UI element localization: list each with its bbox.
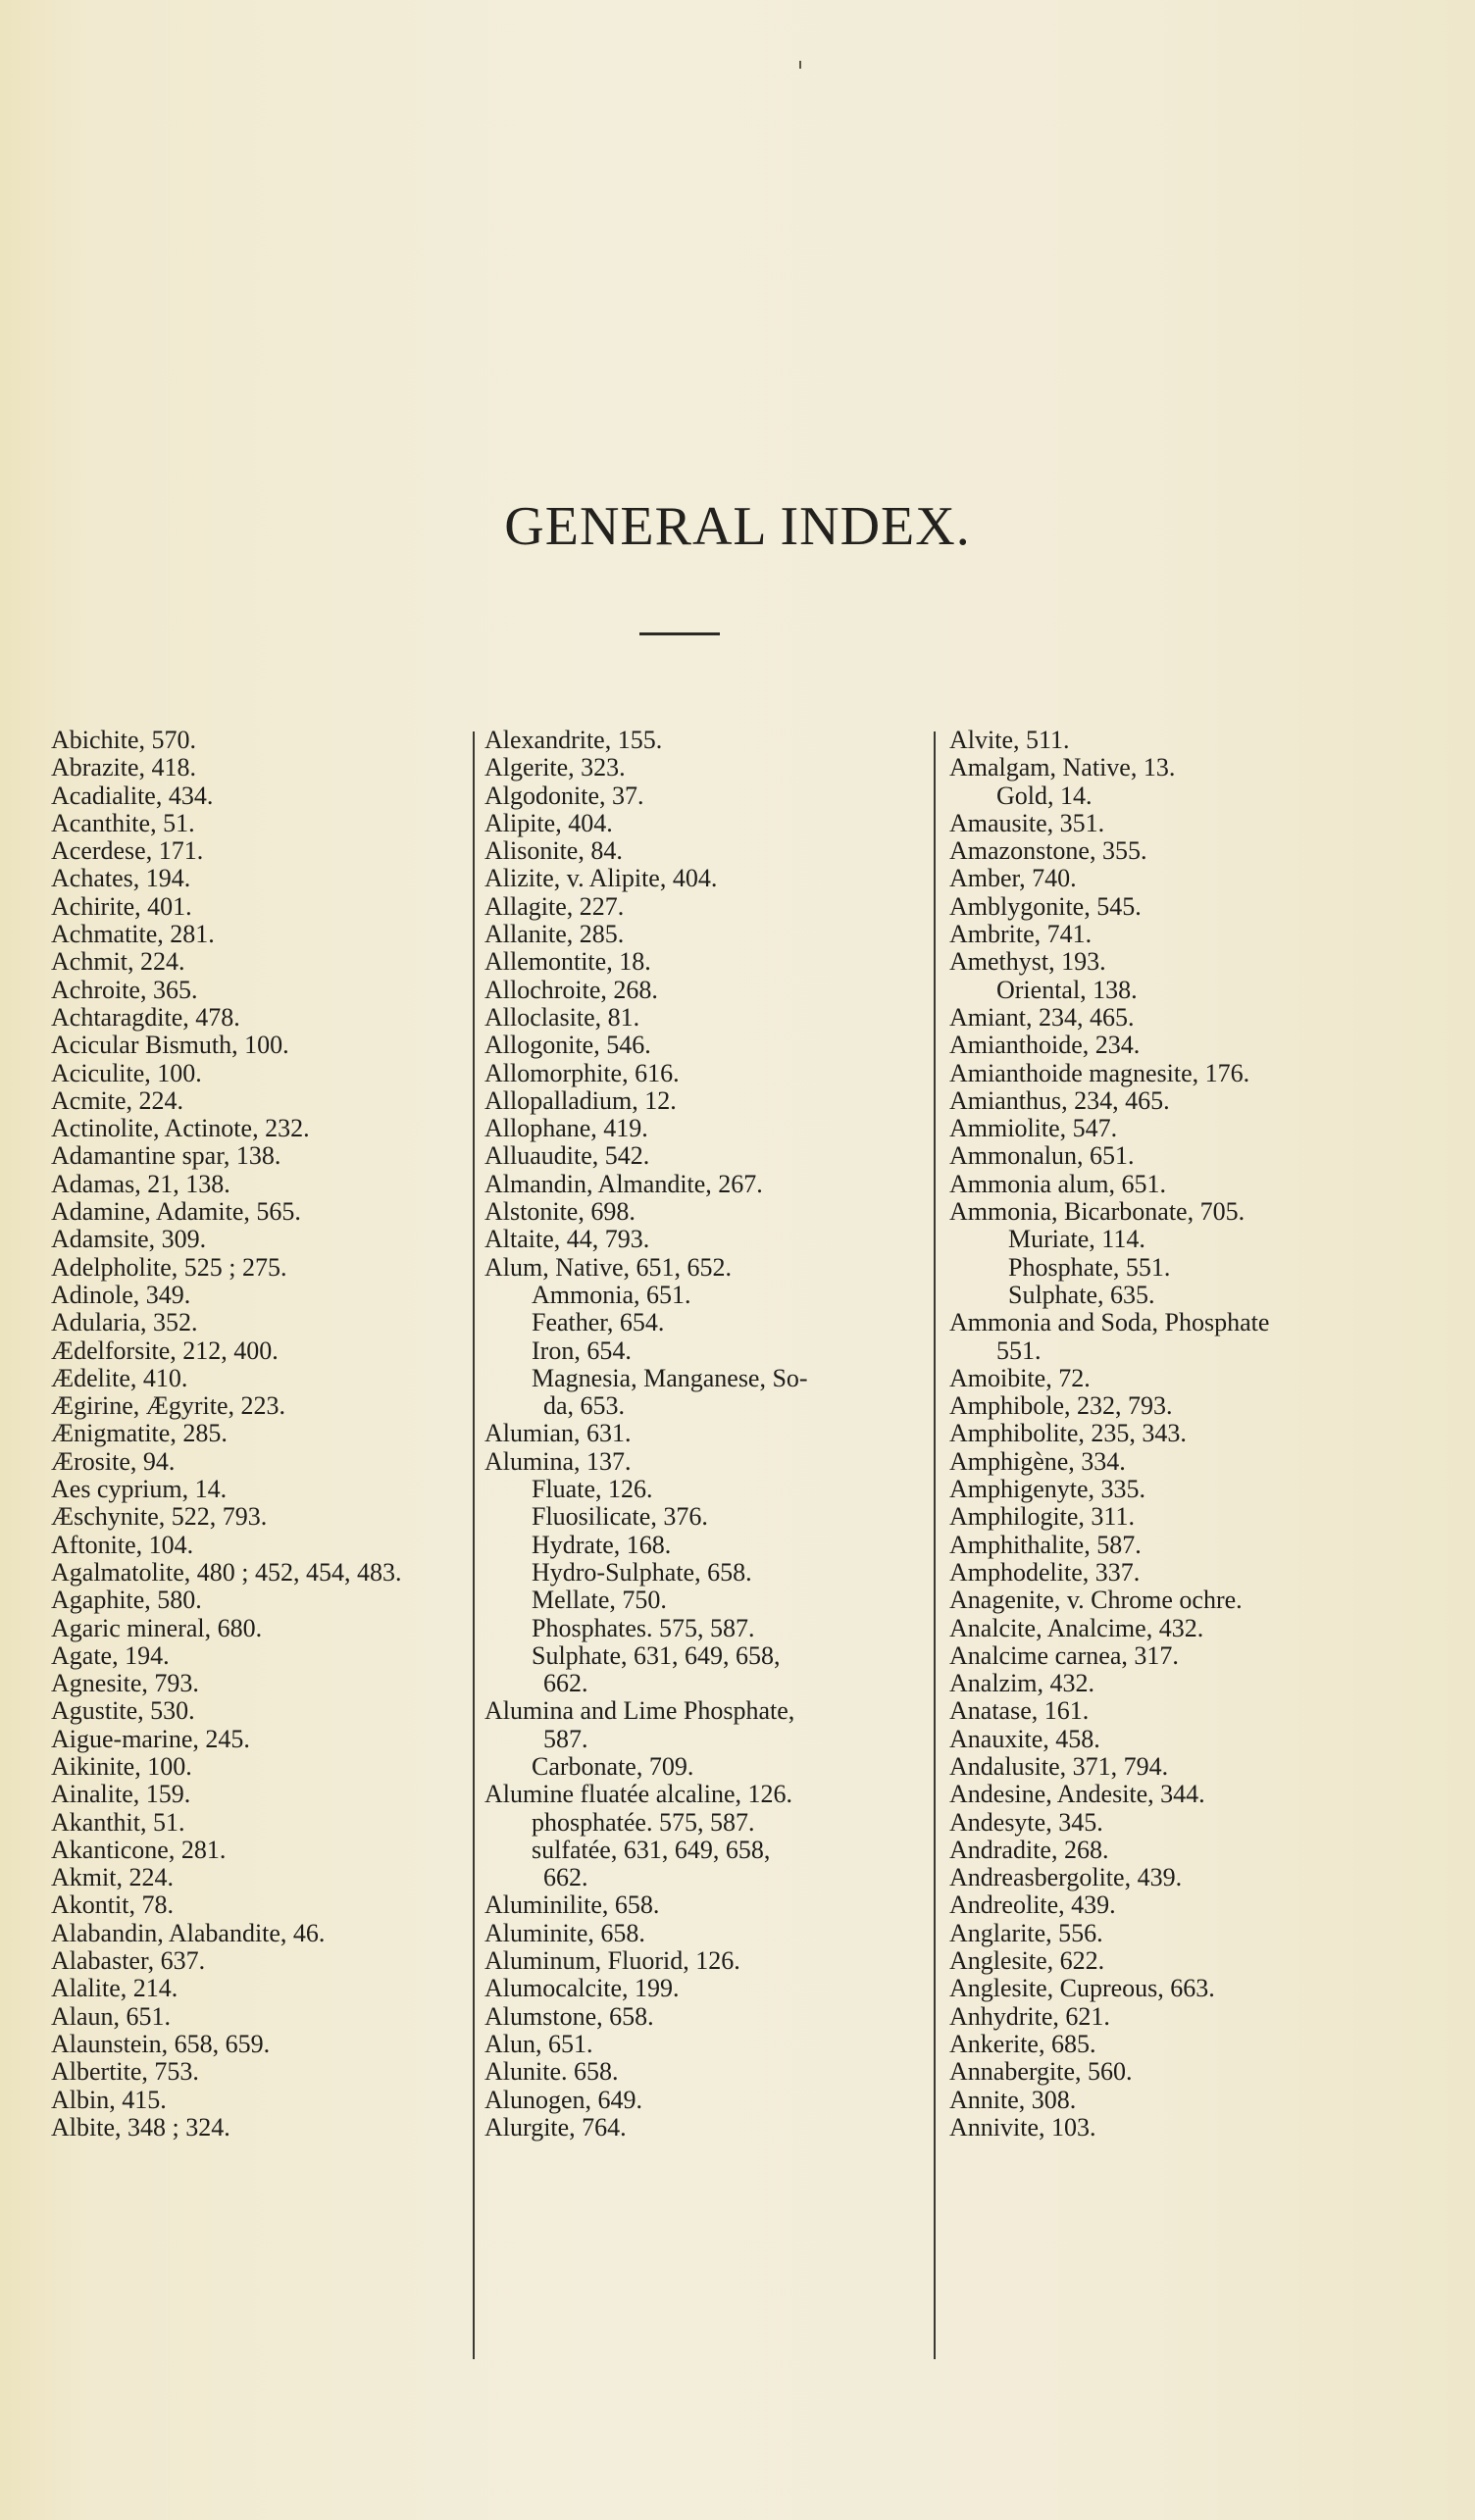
index-entry: Amphigenyte, 335. (949, 1475, 1146, 1504)
index-entry: da, 653. (543, 1391, 626, 1421)
index-entry: Akanthit, 51. (51, 1807, 185, 1837)
index-entry: Agate, 194. (51, 1640, 170, 1670)
index-entry: Alumstone, 658. (484, 2001, 654, 2031)
index-entry: Fluate, 126. (532, 1475, 653, 1504)
index-entry: Annabergite, 560. (949, 2057, 1133, 2087)
index-entry: Allomorphite, 616. (484, 1058, 680, 1087)
index-entry: Alum, Native, 651, 652. (484, 1252, 733, 1282)
index-entry: Ammiolite, 547. (949, 1114, 1118, 1143)
index-entry: Ædelforsite, 212, 400. (51, 1336, 279, 1365)
index-entry: Allagite, 227. (484, 891, 625, 921)
index-entry: Aciculite, 100. (51, 1058, 202, 1087)
index-entry: Alumina and Lime Phosphate, (484, 1696, 795, 1726)
index-entry: Muriate, 114. (1008, 1225, 1145, 1254)
index-entry: Hydro-Sulphate, 658. (532, 1557, 752, 1587)
index-entry: Ammonia, Bicarbonate, 705. (949, 1197, 1246, 1227)
index-entry: Aluminum, Fluorid, 126. (484, 1946, 740, 1976)
index-entry: Phosphates. 575, 587. (532, 1613, 755, 1642)
index-entry: Aluminite, 658. (484, 1918, 645, 1947)
index-entry: Aftonite, 104. (51, 1530, 194, 1559)
index-entry: sulfatée, 631, 649, 658, (532, 1835, 771, 1864)
index-entry: Ædelite, 410. (51, 1363, 188, 1392)
index-entry: Ærosite, 94. (51, 1446, 176, 1476)
index-entry: Alaun, 651. (51, 2001, 172, 2031)
index-entry: Achirite, 401. (51, 891, 192, 921)
index-entry: Achtaragdite, 478. (51, 1002, 240, 1032)
index-entry: Alabandin, Alabandite, 46. (51, 1918, 326, 1947)
index-entry: Feather, 654. (532, 1308, 665, 1337)
index-entry: Algerite, 323. (484, 753, 626, 782)
index-entry: Alun, 651. (484, 2029, 593, 2058)
index-entry: Amphibolite, 235, 343. (949, 1419, 1187, 1448)
index-entry: Annivite, 103. (949, 2112, 1096, 2142)
index-entry: Amianthus, 234, 465. (949, 1085, 1170, 1115)
index-entry: Alloclasite, 81. (484, 1002, 640, 1032)
index-entry: 551. (996, 1336, 1042, 1365)
index-entry: Analcite, Analcime, 432. (949, 1613, 1204, 1642)
index-entry: Altaite, 44, 793. (484, 1225, 650, 1254)
index-column-3 (949, 727, 1400, 2142)
index-entry: Amber, 740. (949, 864, 1077, 893)
index-entry: Albin, 415. (51, 2085, 167, 2114)
index-entry: Amphilogite, 311. (949, 1502, 1135, 1532)
index-entry: Amianthoide, 234. (949, 1031, 1141, 1060)
index-entry: Carbonate, 709. (532, 1751, 694, 1781)
index-column-2 (484, 727, 916, 2142)
index-entry: Alvite, 511. (949, 726, 1070, 754)
index-entry: Ankerite, 685. (949, 2029, 1096, 2058)
index-entry: Algodonite, 37. (484, 781, 644, 810)
index-entry: Analzim, 432. (949, 1669, 1095, 1698)
index-entry: phosphatée. 575, 587. (532, 1807, 755, 1837)
index-entry: Ammonalun, 651. (949, 1141, 1135, 1171)
index-entry: Amphithalite, 587. (949, 1530, 1142, 1559)
index-entry: Acanthite, 51. (51, 808, 195, 837)
index-entry: Allopalladium, 12. (484, 1085, 677, 1115)
index-entry: Amazonstone, 355. (949, 836, 1147, 866)
index-entry: Sulphate, 631, 649, 658, (532, 1640, 781, 1670)
index-entry: Ammonia alum, 651. (949, 1169, 1166, 1198)
index-entry: Adelpholite, 525 ; 275. (51, 1252, 287, 1282)
index-entry: Amblygonite, 545. (949, 891, 1142, 921)
index-entry: Abichite, 570. (51, 726, 197, 754)
index-entry: Sulphate, 635. (1008, 1280, 1155, 1309)
index-entry: Adamsite, 309. (51, 1225, 207, 1254)
index-entry: Ammonia, 651. (532, 1280, 691, 1309)
index-entry: Abrazite, 418. (51, 753, 197, 782)
index-entry: Æschynite, 522, 793. (51, 1502, 268, 1532)
index-entry: Adinole, 349. (51, 1280, 191, 1309)
index-entry: Alipite, 404. (484, 808, 613, 837)
index-entry: Phosphate, 551. (1008, 1252, 1171, 1282)
index-entry: Alumine fluatée alcaline, 126. (484, 1780, 793, 1809)
index-entry: Alumina, 137. (484, 1446, 632, 1476)
index-entry: Amoibite, 72. (949, 1363, 1091, 1392)
index-entry: Alabaster, 637. (51, 1946, 206, 1976)
index-column-1 (51, 727, 463, 2142)
index-entry: Mellate, 750. (532, 1586, 667, 1615)
index-entry: Allochroite, 268. (484, 975, 658, 1004)
index-entry: Amphigène, 334. (949, 1446, 1126, 1476)
index-entry: Albertite, 753. (51, 2057, 199, 2087)
index-entry: Alexandrite, 155. (484, 726, 663, 754)
index-entry: Anglesite, 622. (949, 1946, 1105, 1976)
index-entry: Agnesite, 793. (51, 1669, 199, 1698)
index-entry: Alalite, 214. (51, 1974, 178, 2003)
index-entry: Alisonite, 84. (484, 836, 623, 866)
index-entry: Agustite, 530. (51, 1696, 195, 1726)
printer-mark (799, 61, 801, 69)
index-entry: Magnesia, Manganese, So- (532, 1363, 808, 1392)
index-entry: Adamine, Adamite, 565. (51, 1197, 301, 1227)
column-divider (934, 731, 936, 2359)
index-entry: Amalgam, Native, 13. (949, 753, 1176, 782)
index-entry: Andreasbergolite, 439. (949, 1863, 1183, 1892)
index-entry: Ænigmatite, 285. (51, 1419, 228, 1448)
index-entry: Alaunstein, 658, 659. (51, 2029, 271, 2058)
index-entry: Anglarite, 556. (949, 1918, 1103, 1947)
index-entry: Allogonite, 546. (484, 1031, 651, 1060)
index-entry: Alumocalcite, 199. (484, 1974, 680, 2003)
index-entry: Alunogen, 649. (484, 2085, 643, 2114)
index-entry: Alizite, v. Alipite, 404. (484, 864, 718, 893)
index-entry: Anhydrite, 621. (949, 2001, 1110, 2031)
index-entry: Achmatite, 281. (51, 920, 215, 949)
index-entry: Ammonia and Soda, Phosphate (949, 1308, 1270, 1337)
index-entry: Oriental, 138. (996, 975, 1138, 1004)
index-entry: Adamas, 21, 138. (51, 1169, 230, 1198)
index-entry: Fluosilicate, 376. (532, 1502, 708, 1532)
index-entry: Anagenite, v. Chrome ochre. (949, 1586, 1243, 1615)
index-entry: Amethyst, 193. (949, 947, 1106, 977)
index-entry: Analcime carnea, 317. (949, 1640, 1179, 1670)
index-entry: Andesine, Andesite, 344. (949, 1780, 1205, 1809)
index-entry: Akontit, 78. (51, 1890, 174, 1920)
index-entry: Agalmatolite, 480 ; 452, 454, 483. (51, 1557, 402, 1587)
index-entry: Adamantine spar, 138. (51, 1141, 281, 1171)
index-entry: Alluaudite, 542. (484, 1141, 650, 1171)
index-entry: Anauxite, 458. (949, 1724, 1100, 1753)
index-entry: Aikinite, 100. (51, 1751, 192, 1781)
index-entry: 662. (543, 1669, 588, 1698)
index-entry: Alstonite, 698. (484, 1197, 636, 1227)
index-entry: Amiant, 234, 465. (949, 1002, 1135, 1032)
index-entry: Allemontite, 18. (484, 947, 651, 977)
index-entry: Allophane, 419. (484, 1114, 648, 1143)
index-entry: Akmit, 224. (51, 1863, 174, 1892)
title-rule (639, 632, 720, 635)
page-title: GENERAL INDEX. (504, 496, 971, 557)
index-entry: Alurgite, 764. (484, 2112, 627, 2142)
index-entry: Actinolite, Actinote, 232. (51, 1114, 310, 1143)
index-entry: Ainalite, 159. (51, 1780, 191, 1809)
index-entry: Adularia, 352. (51, 1308, 198, 1337)
index-entry: Agaphite, 580. (51, 1586, 202, 1615)
index-entry: Achates, 194. (51, 864, 191, 893)
index-entry: Annite, 308. (949, 2085, 1077, 2114)
index-entry: Aigue-marine, 245. (51, 1724, 250, 1753)
index-entry: Akanticone, 281. (51, 1835, 227, 1864)
index-entry: Allanite, 285. (484, 920, 625, 949)
index-entry: Amianthoide magnesite, 176. (949, 1058, 1250, 1087)
index-entry: Hydrate, 168. (532, 1530, 672, 1559)
index-entry: Aluminilite, 658. (484, 1890, 660, 1920)
index-entry: Iron, 654. (532, 1336, 632, 1365)
index-entry: Anatase, 161. (949, 1696, 1090, 1726)
index-entry: Alunite. 658. (484, 2057, 619, 2087)
index-entry: Andradite, 268. (949, 1835, 1109, 1864)
index-entry: Amausite, 351. (949, 808, 1105, 837)
index-entry: Agaric mineral, 680. (51, 1613, 263, 1642)
index-entry: Acmite, 224. (51, 1085, 184, 1115)
index-entry: 587. (543, 1724, 588, 1753)
column-divider (473, 731, 475, 2359)
index-entry: Andreolite, 439. (949, 1890, 1116, 1920)
index-entry: Achmit, 224. (51, 947, 185, 977)
index-entry: Achroite, 365. (51, 975, 198, 1004)
index-entry: Andalusite, 371, 794. (949, 1751, 1169, 1781)
index-entry: 662. (543, 1863, 588, 1892)
index-entry: Ægirine, Ægyrite, 223. (51, 1391, 286, 1421)
index-entry: Almandin, Almandite, 267. (484, 1169, 763, 1198)
index-entry: Andesyte, 345. (949, 1807, 1103, 1837)
index-entry: Ambrite, 741. (949, 920, 1093, 949)
index-entry: Amphibole, 232, 793. (949, 1391, 1173, 1421)
index-entry: Aes cyprium, 14. (51, 1475, 228, 1504)
index-entry: Gold, 14. (996, 781, 1093, 810)
index-entry: Acicular Bismuth, 100. (51, 1031, 289, 1060)
index-entry: Anglesite, Cupreous, 663. (949, 1974, 1215, 2003)
index-entry: Alumian, 631. (484, 1419, 632, 1448)
index-entry: Acerdese, 171. (51, 836, 204, 866)
index-entry: Amphodelite, 337. (949, 1557, 1141, 1587)
index-entry: Acadialite, 434. (51, 781, 214, 810)
index-entry: Albite, 348 ; 324. (51, 2112, 230, 2142)
